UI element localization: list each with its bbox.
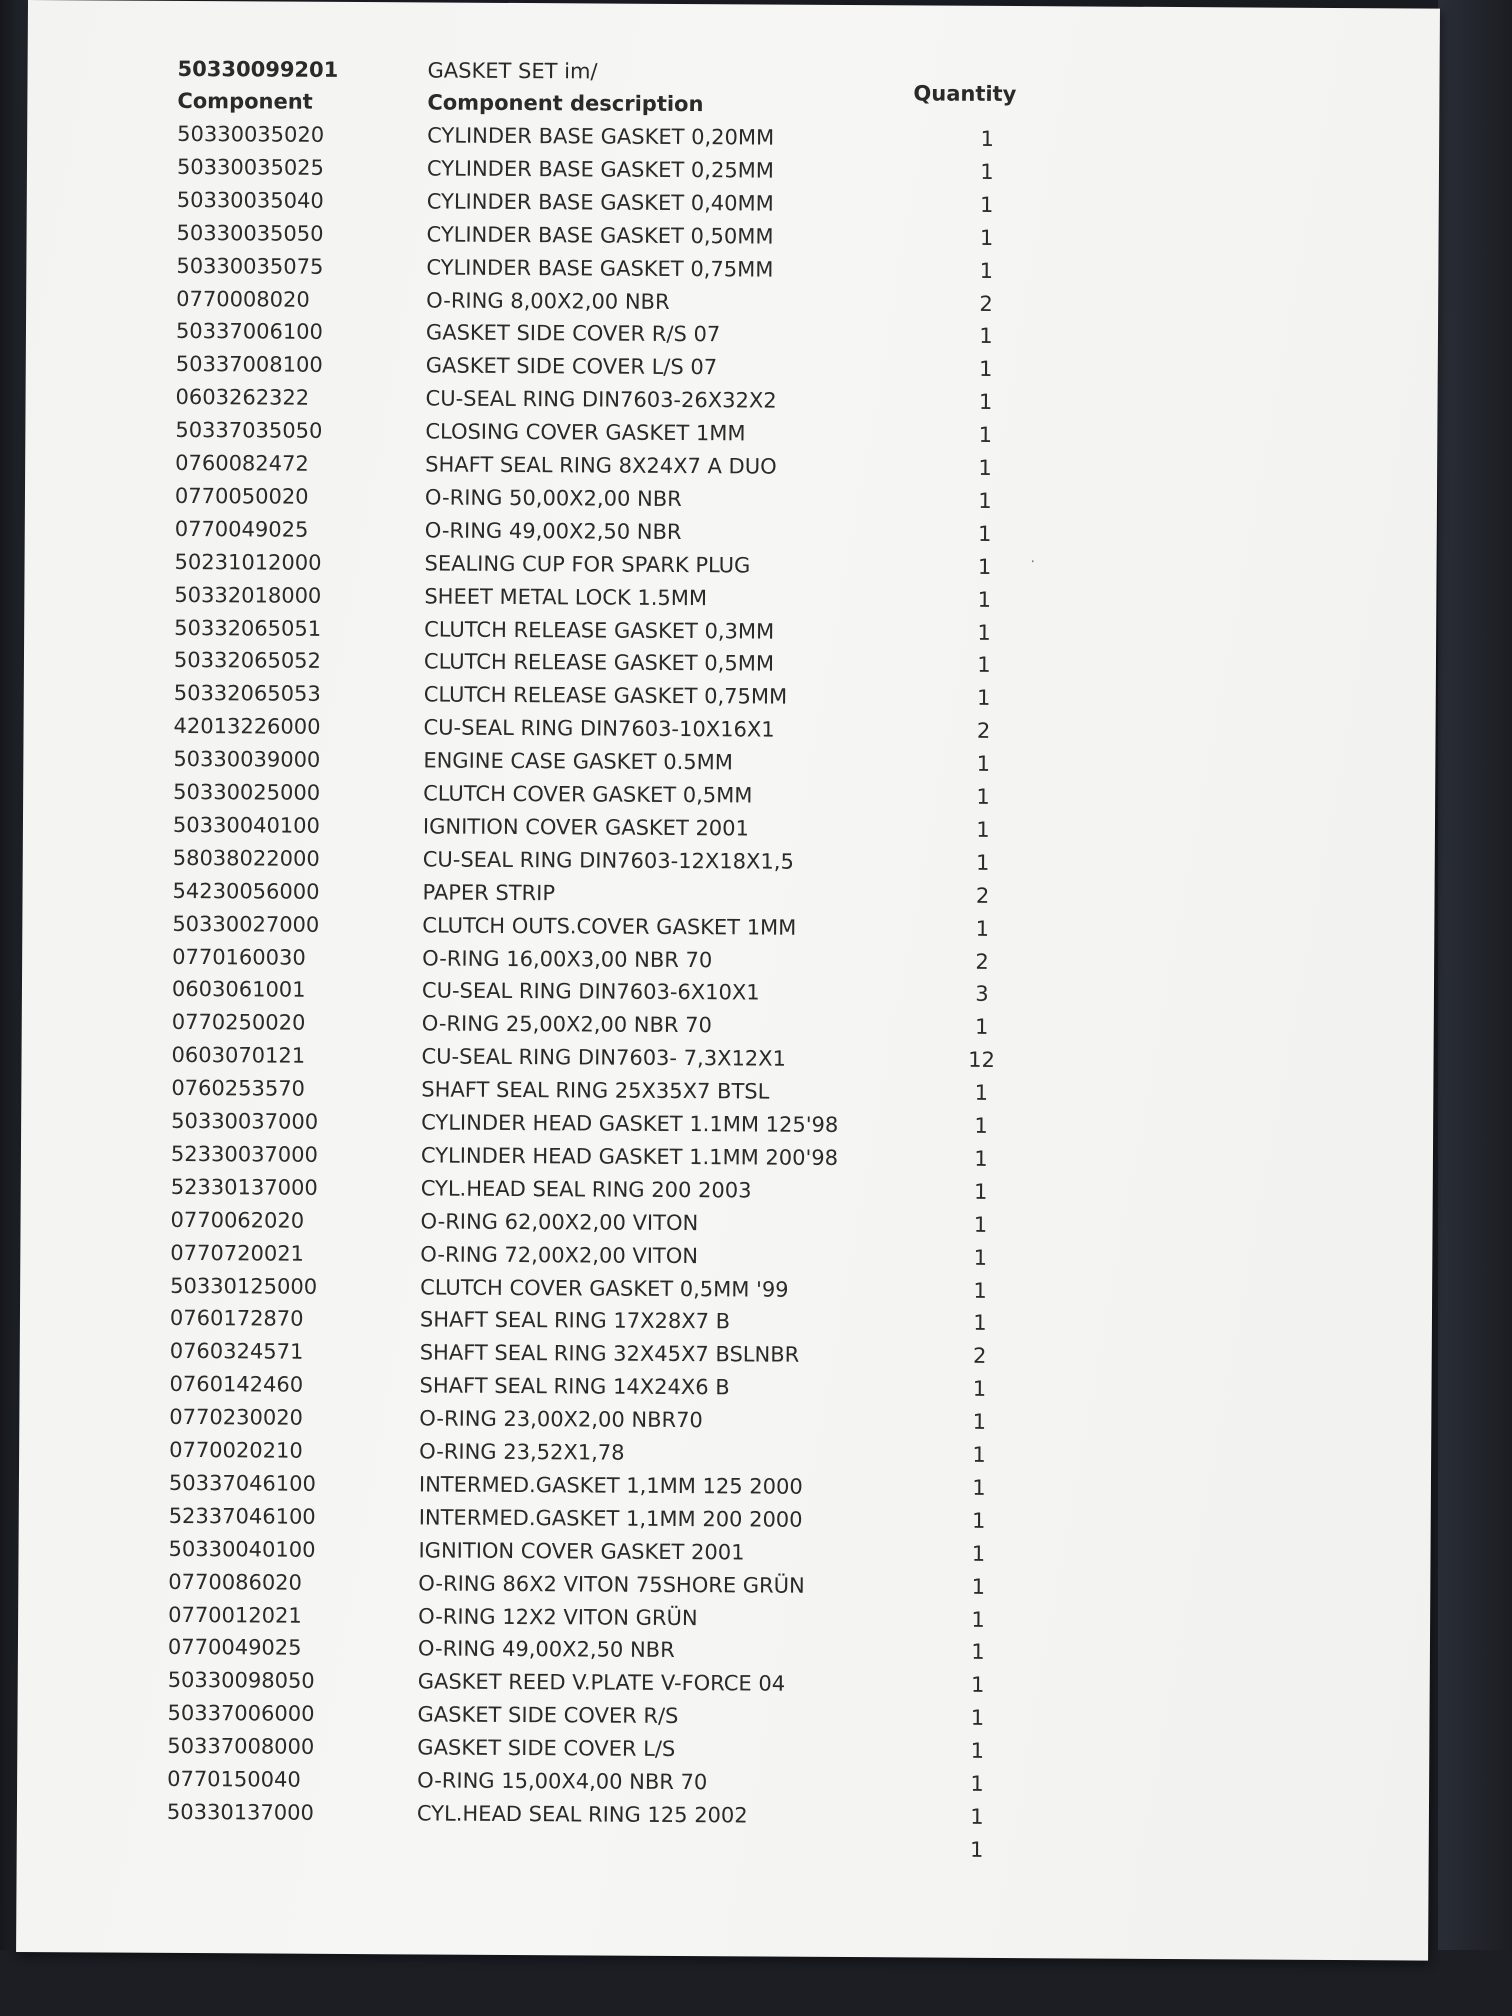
component-quantity: 1 [972,1409,987,1434]
component-code: 50337006000 [167,1701,315,1726]
component-quantity: 1 [976,751,991,776]
component-code: 50330025000 [173,779,321,805]
component-description: CYL.HEAD SEAL RING 125 2002 [416,1801,748,1828]
component-code: 0770230020 [169,1404,304,1430]
component-quantity: 1 [973,1278,987,1303]
component-description: GASKET SIDE COVER L/S 07 [425,353,718,380]
component-description: CU-SEAL RING DIN7603- 7,3X12X1 [421,1044,787,1071]
component-quantity: 2 [975,883,990,908]
component-description: PAPER STRIP [422,880,556,905]
component-code: 0770062020 [170,1207,305,1233]
table-row [20,1236,1120,1275]
table-row [22,907,1122,946]
component-description: CU-SEAL RING DIN7603-12X18X1,5 [422,847,794,874]
component-quantity: 1 [980,159,994,184]
component-description: O-RING 23,00X2,00 NBR70 [419,1406,703,1433]
component-quantity: 1 [974,1146,988,1171]
component-code: 0770160030 [172,944,306,970]
component-description: CLUTCH COVER GASKET 0,5MM [423,781,753,808]
component-description: GASKET SIDE COVER R/S [417,1702,679,1729]
component-description: CLUTCH OUTS.COVER GASKET 1MM [422,913,797,940]
stray-mark: · [1030,554,1038,571]
table-row [19,1367,1119,1406]
component-code: 50330035040 [176,187,324,213]
component-code: 50337035050 [175,418,323,443]
component-code: 50330137000 [166,1799,314,1825]
component-quantity: 1 [977,521,992,546]
component-code: 50330040100 [168,1536,316,1562]
component-description: SHAFT SEAL RING 17X28X7 B [419,1307,731,1334]
component-code: 50332065051 [174,615,322,641]
component-description: SHAFT SEAL RING 32X45X7 BSLNBR [419,1340,800,1368]
component-code: 50231012000 [174,549,322,575]
component-quantity: 1 [977,620,991,645]
component-code: 50330035050 [176,220,324,246]
component-quantity: 1 [970,1673,985,1698]
component-description: IGNITION COVER GASKET 2001 [422,814,750,841]
component-code: 0770050020 [174,483,309,509]
component-code: 0760142460 [169,1372,304,1397]
component-quantity: 1 [969,1837,984,1862]
component-code: 58038022000 [172,845,320,871]
table-row [26,249,1126,288]
component-quantity: 1 [979,258,994,283]
component-description: O-RING 50,00X2,00 NBR [424,485,682,511]
component-quantity: 1 [971,1574,986,1599]
desk-surface-bottom [0,1950,1512,2016]
component-code: 0770150040 [167,1766,301,1792]
component-code: 50330035025 [176,154,325,180]
description-header: Component description [427,90,704,117]
table-row [19,1466,1119,1505]
component-quantity: 1 [971,1607,985,1632]
component-code: 50330125000 [170,1273,318,1299]
table-row [26,281,1126,320]
table-row [23,709,1123,748]
component-quantity: 1 [975,850,990,875]
component-code: 50330098050 [167,1668,315,1694]
component-description: O-RING 72,00X2,00 VITON [420,1242,699,1268]
component-description: CYLINDER BASE GASKET 0,25MM [426,156,775,183]
table-row [21,1137,1121,1176]
component-description: CYL.HEAD SEAL RING 200 2003 [420,1176,752,1203]
component-quantity: 1 [973,1245,988,1270]
component-quantity: 1 [976,784,990,809]
component-quantity: 1 [970,1738,985,1763]
component-code: 0770049025 [174,516,309,542]
table-row [20,1301,1120,1340]
component-description: O-RING 12X2 VITON GRÜN [418,1603,698,1630]
set-number: 50330099201 [177,56,339,82]
quantity-header: Quantity [913,81,1017,107]
component-description: GASKET SIDE COVER L/S [417,1735,676,1762]
table-row [22,972,1122,1011]
component-code: 0770049025 [167,1635,302,1661]
table-row [24,545,1124,584]
component-description: O-RING 23,52X1,78 [419,1439,625,1465]
component-quantity: 1 [974,1113,988,1138]
component-quantity: 1 [974,1015,989,1040]
table-row [17,1696,1117,1735]
table-row [18,1565,1118,1604]
component-description: CLUTCH RELEASE GASKET 0,5MM [423,649,775,676]
component-header: Component [177,88,313,114]
component-quantity: 3 [975,982,989,1007]
component-code: 50330027000 [172,911,320,937]
component-description: SHAFT SEAL RING 8X24X7 A DUO [425,452,777,479]
component-quantity: 2 [975,949,989,974]
component-code: 52330137000 [170,1174,318,1200]
component-code: 52337046100 [168,1503,316,1529]
table-row [25,380,1125,419]
component-code: 0770250020 [171,1010,306,1036]
component-code: 50330035075 [176,253,324,279]
component-quantity: 2 [979,291,993,316]
table-row [17,1795,1117,1834]
component-code: 50330037000 [171,1108,319,1134]
component-quantity: 1 [975,916,990,941]
component-description: CU-SEAL RING DIN7603-6X10X1 [421,978,760,1005]
component-description: SHAFT SEAL RING 25X35X7 BTSL [421,1077,770,1104]
component-code: 42013226000 [173,714,321,739]
table-row [17,1729,1117,1768]
component-code: 50330040100 [172,812,321,838]
component-code: 0760172870 [169,1306,304,1332]
component-code: 0603061001 [171,977,306,1003]
component-description: CU-SEAL RING DIN7603-10X16X1 [423,715,775,742]
table-row [20,1203,1120,1242]
component-code: 0770012021 [168,1602,302,1628]
component-code: 50337008100 [175,352,323,378]
component-code: 50332065052 [173,648,322,674]
component-quantity: 2 [976,718,991,744]
component-description: O-RING 15,00X4,00 NBR 70 [417,1768,708,1795]
component-code: 54230056000 [172,878,320,904]
component-description: IGNITION COVER GASKET 2001 [418,1538,745,1565]
component-description: O-RING 49,00X2,50 NBR [417,1636,675,1663]
component-description: O-RING 8,00X2,00 NBR [426,287,670,314]
component-quantity: 1 [971,1508,986,1533]
component-code: 0760324571 [169,1339,304,1365]
component-quantity: 1 [977,554,992,579]
table-row [26,347,1126,386]
component-description: CYLINDER HEAD GASKET 1.1MM 125'98 [421,1110,839,1137]
table-row [24,578,1124,617]
component-quantity: 1 [974,1080,989,1105]
component-quantity: 1 [978,488,992,513]
component-quantity: 2 [972,1344,987,1369]
component-quantity: 1 [977,653,991,678]
component-quantity: 1 [972,1475,986,1500]
component-code: 0603262322 [175,385,310,410]
component-quantity: 1 [977,587,992,612]
table-row [26,314,1126,353]
component-description: O-RING 16,00X3,00 NBR 70 [422,945,713,972]
component-quantity: 1 [978,390,993,415]
component-quantity: 1 [971,1541,986,1566]
table-row [24,643,1124,682]
paper-sheet [16,0,1440,1961]
component-code: 0603070121 [171,1043,306,1068]
component-quantity: 1 [971,1640,985,1665]
component-quantity: 1 [976,686,991,711]
table-row [18,1630,1118,1669]
table-row [21,1038,1121,1077]
component-code: 50337008000 [167,1733,315,1759]
component-description: CYLINDER BASE GASKET 0,50MM [426,222,774,249]
table-row [18,1532,1118,1571]
component-code: 0770008020 [176,286,310,312]
component-code: 50330039000 [173,746,321,772]
component-description: GASKET SIDE COVER R/S 07 [425,320,721,347]
component-quantity: 1 [979,357,993,382]
component-description: O-RING 49,00X2,50 NBR [424,518,682,544]
table-row [25,479,1125,518]
component-description: O-RING 62,00X2,00 VITON [420,1209,699,1235]
component-code: 0760253570 [171,1075,306,1101]
component-code: 50330035020 [177,121,325,147]
component-quantity: 1 [979,225,994,250]
component-quantity: 1 [973,1311,987,1336]
component-code: 0770020210 [169,1437,303,1463]
table-row [17,1828,1117,1867]
component-code: 0770720021 [170,1240,305,1266]
component-description: ENGINE CASE GASKET 0.5MM [423,748,733,775]
component-quantity: 1 [978,422,993,447]
table-row [23,808,1123,847]
component-description: CLUTCH RELEASE GASKET 0,75MM [423,682,788,709]
component-quantity: 1 [978,455,992,480]
component-description: CYLINDER BASE GASKET 0,75MM [426,255,774,282]
component-description: CLOSING COVER GASKET 1MM [425,419,746,446]
component-quantity: 1 [973,1212,988,1237]
component-quantity: 1 [970,1705,985,1731]
component-description: GASKET REED V.PLATE V-FORCE 04 [417,1669,786,1696]
component-description: SHEET METAL LOCK 1.5MM [424,584,708,610]
component-code: 50332018000 [174,582,322,608]
table-row [25,413,1125,452]
component-description: O-RING 86X2 VITON 75SHORE GRÜN [418,1571,805,1598]
component-code: 50337046100 [168,1470,316,1496]
component-quantity: 1 [976,817,990,842]
component-description: SHAFT SEAL RING 14X24X6 B [419,1373,730,1400]
component-quantity: 1 [980,126,994,151]
table-row [21,1170,1121,1209]
column-header-row [27,81,1127,123]
component-description: CU-SEAL RING DIN7603-26X32X2 [425,386,777,413]
component-code: 0770086020 [168,1569,303,1595]
table-row [21,1071,1121,1110]
table-row [23,742,1123,781]
component-quantity: 1 [972,1442,986,1467]
set-description: GASKET SET im/ [427,58,598,84]
component-quantity: 12 [968,1047,995,1073]
component-code: 50337006100 [175,319,324,345]
desk-surface-right [1438,0,1512,2016]
component-quantity: 1 [979,324,993,349]
component-description: INTERMED.GASKET 1,1MM 125 2000 [418,1472,803,1499]
table-row [26,216,1126,255]
component-code: 0760082472 [175,450,309,476]
table-row [22,874,1122,913]
component-quantity: 1 [970,1771,984,1796]
component-code: 52330037000 [170,1141,319,1167]
component-description: INTERMED.GASKET 1,1MM 200 2000 [418,1505,803,1532]
component-quantity: 1 [972,1376,987,1402]
component-description: CLUTCH COVER GASKET 0,5MM '99 [420,1274,789,1302]
component-description: CYLINDER BASE GASKET 0,20MM [427,123,775,150]
component-description: CYLINDER HEAD GASKET 1.1MM 200'98 [420,1143,839,1170]
table-row [19,1400,1119,1439]
component-code: 50332065053 [173,681,321,707]
component-description: CLUTCH RELEASE GASKET 0,3MM [424,616,775,644]
component-quantity: 1 [980,192,994,217]
table-row [21,1104,1121,1143]
component-description: O-RING 25,00X2,00 NBR 70 [421,1011,713,1038]
component-description: SEALING CUP FOR SPARK PLUG [424,551,751,578]
table-row [27,150,1127,189]
component-quantity: 1 [973,1179,988,1204]
component-description: CYLINDER BASE GASKET 0,40MM [426,189,774,216]
component-quantity: 1 [970,1804,984,1829]
